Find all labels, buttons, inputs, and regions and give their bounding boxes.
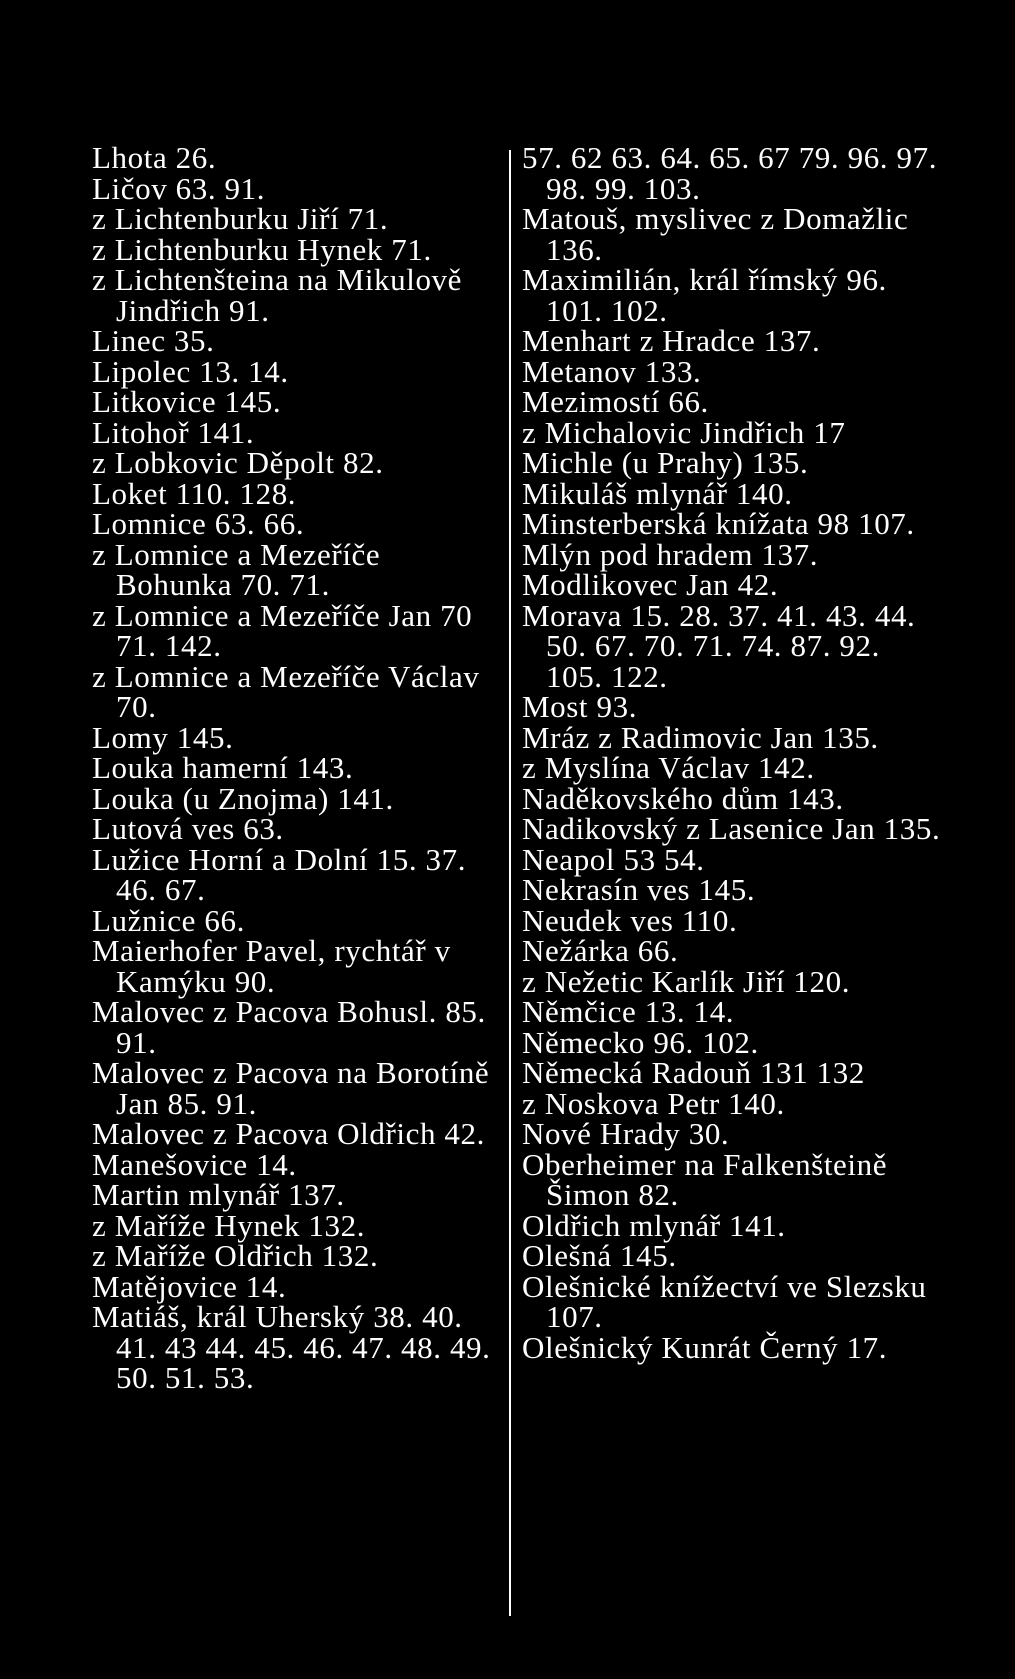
index-entry: Louka (u Znojma) 141. bbox=[92, 780, 394, 816]
index-entry: Oberheimer na Falkenšteině Šimon 82. bbox=[522, 1146, 888, 1212]
index-entry: Německo 96. 102. bbox=[522, 1024, 759, 1060]
index-entry: Lhota 26. bbox=[92, 140, 217, 175]
index-entry: z Lomnice a Mezeříče Václav 70. bbox=[92, 658, 480, 724]
index-entry: z Noskova Petr 140. bbox=[522, 1085, 785, 1121]
index-entry: Nadikovský z Lasenice Jan 135. bbox=[522, 811, 941, 846]
index-entry: Malovec z Pacova na Borotíně Jan 85. 91. bbox=[92, 1055, 490, 1121]
index-entry: Ličov 63. 91. bbox=[92, 170, 266, 206]
column-divider bbox=[509, 150, 511, 1616]
index-entry: Lipolec 13. 14. bbox=[92, 353, 289, 389]
index-entry: Lutová ves 63. bbox=[92, 811, 284, 846]
index-entry: Nové Hrady 30. bbox=[522, 1116, 730, 1151]
index-entry: Minsterberská knížata 98 107. bbox=[522, 506, 915, 541]
index-entry: z Maříže Hynek 132. bbox=[92, 1207, 366, 1243]
index-entry: Oldřich mlynář 141. bbox=[522, 1207, 786, 1243]
index-entry: z Lobkovic Děpolt 82. bbox=[92, 445, 384, 480]
index-entry: Olešná 145. bbox=[522, 1238, 677, 1273]
index-entry: Loket 110. 128. bbox=[92, 475, 297, 511]
index-entry: Lomy 145. bbox=[92, 719, 234, 755]
index-entry: Martin mlynář 137. bbox=[92, 1177, 345, 1212]
index-entry: Lužice Horní a Dolní 15. 37. 46. 67. bbox=[92, 841, 467, 907]
index-entry: Modlikovec Jan 42. bbox=[522, 567, 779, 602]
index-entry: Litohoř 141. bbox=[92, 414, 255, 450]
index-entry: Neapol 53 54. bbox=[522, 841, 705, 877]
index-entry: Mráz z Radimovic Jan 135. bbox=[522, 719, 879, 755]
index-entry: z Michalovic Jindřich 17 bbox=[522, 414, 846, 450]
index-entry: Naděkovského dům 143. bbox=[522, 780, 844, 816]
index-entry: Matiáš, král Uherský 38. 40. 41. 43 44. 45. 46. 47. 48. 49. 50. 51. 53. bbox=[92, 1299, 491, 1395]
index-column-right bbox=[522, 140, 942, 1365]
index-entry: z Lichtenšteina na Mikulově Jindřich 91. bbox=[92, 262, 463, 328]
index-entry: Němčice 13. 14. bbox=[522, 994, 735, 1029]
index-entry: z Myslína Václav 142. bbox=[522, 750, 815, 785]
index-entry: Maximilián, král římský 96. 101. 102. bbox=[522, 262, 887, 328]
index-entry: Most 93. bbox=[522, 689, 638, 724]
index-entry: Litkovice 145. bbox=[92, 384, 282, 419]
index-entry: Manešovice 14. bbox=[92, 1146, 297, 1182]
index-entry: Malovec z Pacova Oldřich 42. bbox=[92, 1116, 485, 1151]
index-entry: Nekrasín ves 145. bbox=[522, 872, 756, 907]
index-entry: z Maříže Oldřich 132. bbox=[92, 1238, 379, 1273]
index-entry: 57. 62 63. 64. 65. 67 79. 96. 97. 98. 99. 103. bbox=[522, 140, 938, 206]
index-entry: Neudek ves 110. bbox=[522, 902, 738, 938]
index-entry: Lomnice 63. 66. bbox=[92, 506, 305, 541]
index-entry: z Lomnice a Mezeříče Jan 70 71. 142. bbox=[92, 597, 473, 663]
index-entry: Matějovice 14. bbox=[92, 1268, 287, 1304]
index-entry: Metanov 133. bbox=[522, 353, 702, 389]
index-entry: Lužnice 66. bbox=[92, 902, 245, 938]
index-entry: Morava 15. 28. 37. 41. 43. 44. 50. 67. 70. 71. 74. 87. 92. 105. 122. bbox=[522, 597, 916, 694]
index-entry: z Nežetic Karlík Jiří 120. bbox=[522, 963, 851, 999]
index-entry: Maierhofer Pavel, rychtář v Kamýku 90. bbox=[92, 933, 451, 999]
index-entry: Olešnický Kunrát Černý 17. bbox=[522, 1329, 888, 1365]
index-entry: z Lichtenburku Hynek 71. bbox=[92, 231, 432, 267]
index-entry: z Lichtenburku Jiří 71. bbox=[92, 201, 389, 236]
index-entry: Louka hamerní 143. bbox=[92, 750, 354, 785]
index-entry: Mikuláš mlynář 140. bbox=[522, 475, 793, 511]
index-entry: z Lomnice a Mezeříče Bohunka 70. 71. bbox=[92, 536, 381, 602]
index-entry: Nežárka 66. bbox=[522, 933, 679, 968]
index-entry: Mezimostí 66. bbox=[522, 384, 709, 419]
index-entry: Malovec z Pacova Bohusl. 85. 91. bbox=[92, 994, 486, 1060]
index-entry: Linec 35. bbox=[92, 323, 215, 358]
index-entry: Olešnické knížectví ve Slezsku 107. bbox=[522, 1268, 927, 1334]
index-entry: Menhart z Hradce 137. bbox=[522, 323, 821, 358]
index-entry: Německá Radouň 131 132 bbox=[522, 1055, 865, 1090]
index-column-left bbox=[92, 140, 498, 1395]
index-entry: Matouš, myslivec z Domažlic 136. bbox=[522, 201, 909, 267]
index-entry: Mlýn pod hradem 137. bbox=[522, 536, 819, 572]
index-entry: Michle (u Prahy) 135. bbox=[522, 445, 809, 480]
